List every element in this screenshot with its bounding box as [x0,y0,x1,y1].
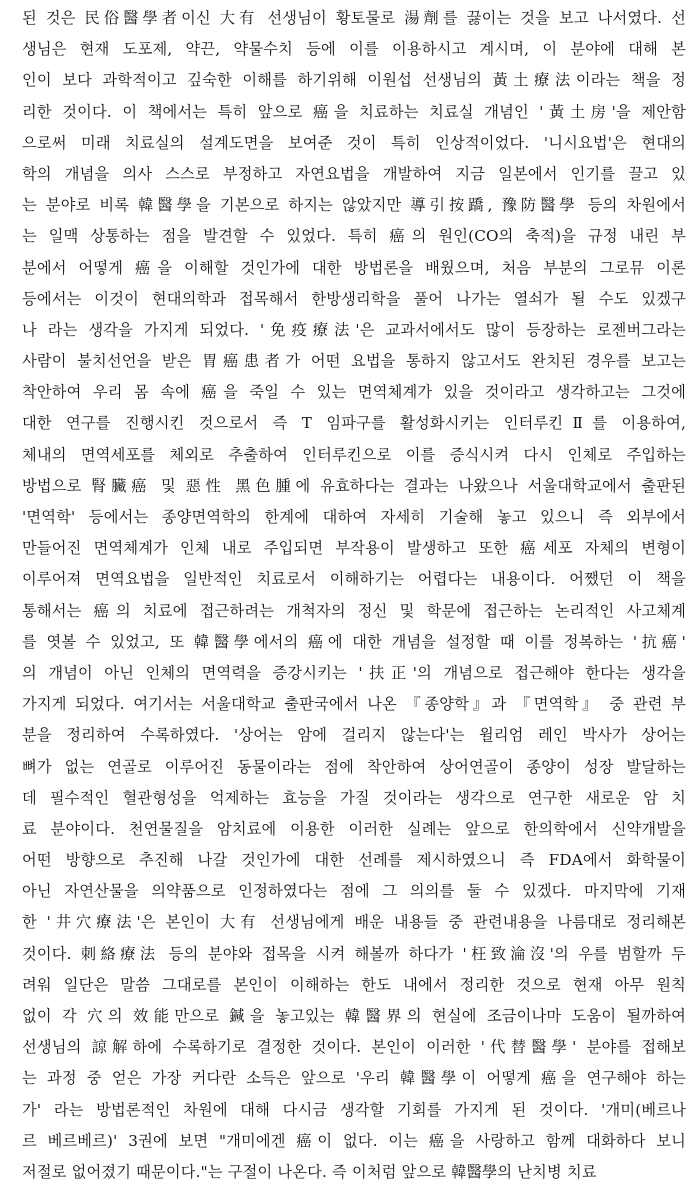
text-line: 가' 라는 방법론적인 차원에 대해 다시금 생각할 기회를 가지게 된 것이다. '개미(베르나 [22,1100,686,1119]
text-line: 리한 것이다. 이 책에서는 특히 앞으로 癌을 치료하는 치료실 개념인 '黃土房'을 제안함 [22,102,686,121]
text-line: 것이다. 刺絡療法 등의 분야와 접목을 시켜 해볼까 하다가 '枉致淪沒'의 우를 범할까 두 [22,944,686,963]
text-line: 통해서는 癌의 치료에 접근하려는 개척자의 정신 및 학문에 접근하는 논리적인 사고체계 [22,601,686,620]
text-line: 아닌 자연산물을 의약품으로 인정하였다는 점에 그 의의를 둘 수 있겠다. 마지막에 기재 [22,882,686,901]
text-line: 나 라는 생각을 가지게 되었다. '免疫療法'은 교과서에서도 많이 등장하는 로젠버그라는 [22,320,686,339]
text-line: 르 베르베르)' 3권에 보면 "개미에겐 癌이 없다. 이는 癌을 사랑하고 함께 대화하다 보니 [22,1131,686,1150]
text-line: 어떤 방향으로 추진해 나갈 것인가에 대한 선례를 제시하였으니 즉 FDA에서 화학물이 [22,851,686,870]
text-line: 료 분야이다. 천연물질을 암치료에 이용한 이러한 실례는 앞으로 한의학에서 신약개발을 [22,819,686,838]
text-line: 체내의 면역세포를 체외로 추출하여 인터루킨으로 이를 증식시켜 다시 인체로 주입하는 [22,445,686,464]
text-line: 생님은 현재 도포제, 약끈, 약물수치 등에 이를 이용하시고 계시며, 이 분야에 대해 본 [22,40,686,59]
text-line: 으로써 미래 치료실의 설계도면을 보여준 것이 특히 인상적이었다. '니시요법'은 현대의 [22,133,686,152]
text-line: 착안하여 우리 몸 속에 癌을 죽일 수 있는 면역체계가 있을 것이라고 생각하고는 그것에 [22,383,686,402]
text-line: 의 개념이 아닌 인체의 면역력을 증강시키는 '扶正'의 개념으로 접근해야 한다는 생각을 [22,663,686,682]
text-line: 려워 일단은 말씀 그대로를 본인이 이해하는 한도 내에서 정리한 것으로 현재 아무 원칙 [22,975,686,994]
text-line: 없이 각 穴의 效能만으로 鍼을 놓고있는 韓醫界의 현실에 조금이나마 도움이 될까하여 [22,1007,686,1025]
text-line: 만들어진 면역체계가 인체 내로 주입되면 부작용이 발생하고 또한 癌세포 자체의 변형이 [22,539,686,558]
text-line: 된 것은 民俗醫學者이신 大有 선생님이 황토물로 湯劑를 끓이는 것을 보고 나서였다. 선 [22,9,686,27]
text-line: 를 엿볼 수 있었고, 또 韓醫學에서의 癌에 대한 개념을 설정할 때 이를 정복하는 '抗癌' [22,632,686,651]
body-text [22,3,686,1188]
text-line: 분을 정리하여 수록하였다. '상어는 암에 걸리지 않는다'는 윌리엄 레인 박사가 상어는 [22,726,686,745]
text-line: 이루어져 면역요법을 일반적인 치료로서 이해하기는 어렵다는 내용이다. 어쨌던 이 책을 [22,570,686,589]
text-line: 는 분야로 비록 韓醫學을 기본으로 하지는 않았지만 導引按蹻, 豫防醫學 등의 차원에서 [22,196,686,215]
text-line: 가지게 되었다. 여기서는 서울대학교 출판국에서 나온 『종양학』과 『면역학』 중 관련 부 [22,695,686,714]
text-line: 선생님의 諒解하에 수록하기로 결정한 것이다. 본인이 이러한 '代替醫學' 분야를 접해보 [22,1038,686,1057]
text-line: 저절로 없어졌기 때문이다."는 구절이 나온다. 즉 이처럼 앞으로 韓醫學의 난치병 치료 [22,1162,597,1181]
text-line: 사람이 불치선언을 받은 胃癌患者가 어떤 요법을 통하지 않고서도 완치된 경우를 보고는 [22,352,686,371]
text-line: 뼈가 없는 연골로 이루어진 동물이라는 점에 착안하여 상어연골이 종양이 성장 발달하는 [22,757,686,776]
text-line: 분에서 어떻게 癌을 이해할 것인가에 대한 방법론을 배웠으며, 처음 부분의 그로뮤 이론 [22,258,686,277]
text-line: 는 일맥 상통하는 점을 발견할 수 있었다. 특히 癌의 원인(CO의 축적)을 규정 내린 부 [22,227,686,246]
text-line: 한 '井穴療法'은 본인이 大有 선생님에게 배운 내용들 중 관련내용을 나름대로 정리해본 [22,913,686,932]
text-line: 등에서는 이것이 현대의학과 접목해서 한방생리학을 풀어 나가는 열쇠가 될 수도 있겠구 [22,289,686,308]
text-line: 데 필수적인 혈관형성을 억제하는 효능을 가질 것이라는 생각으로 연구한 새로운 암 치 [22,788,686,807]
text-line: 는 과정 중 얻은 가장 커다란 소득은 앞으로 '우리 韓醫學이 어떻게 癌을 연구해야 하는 [22,1069,686,1088]
text-line: 학의 개념을 의사 스스로 부정하고 자연요법을 개발하여 지금 일본에서 인기를 끌고 있 [22,164,686,183]
text-line: 방법으로 腎臟癌 및 惡性 黑色腫에 유효하다는 결과는 나왔으나 서울대학교에서 출판된 [22,476,686,495]
text-line: 인이 보다 과학적이고 깊숙한 이해를 하기위해 이원섭 선생님의 黃土療法이라는 책을 정 [22,71,686,90]
text-line: '면역학' 등에서는 종양면역학의 한계에 대하여 자세히 기술해 놓고 있으니 즉 외부에서 [22,508,686,526]
text-line: 대한 연구를 진행시킨 것으로서 즉 T 임파구를 활성화시키는 인터루킨Ⅱ를 이용하여, [22,414,686,433]
